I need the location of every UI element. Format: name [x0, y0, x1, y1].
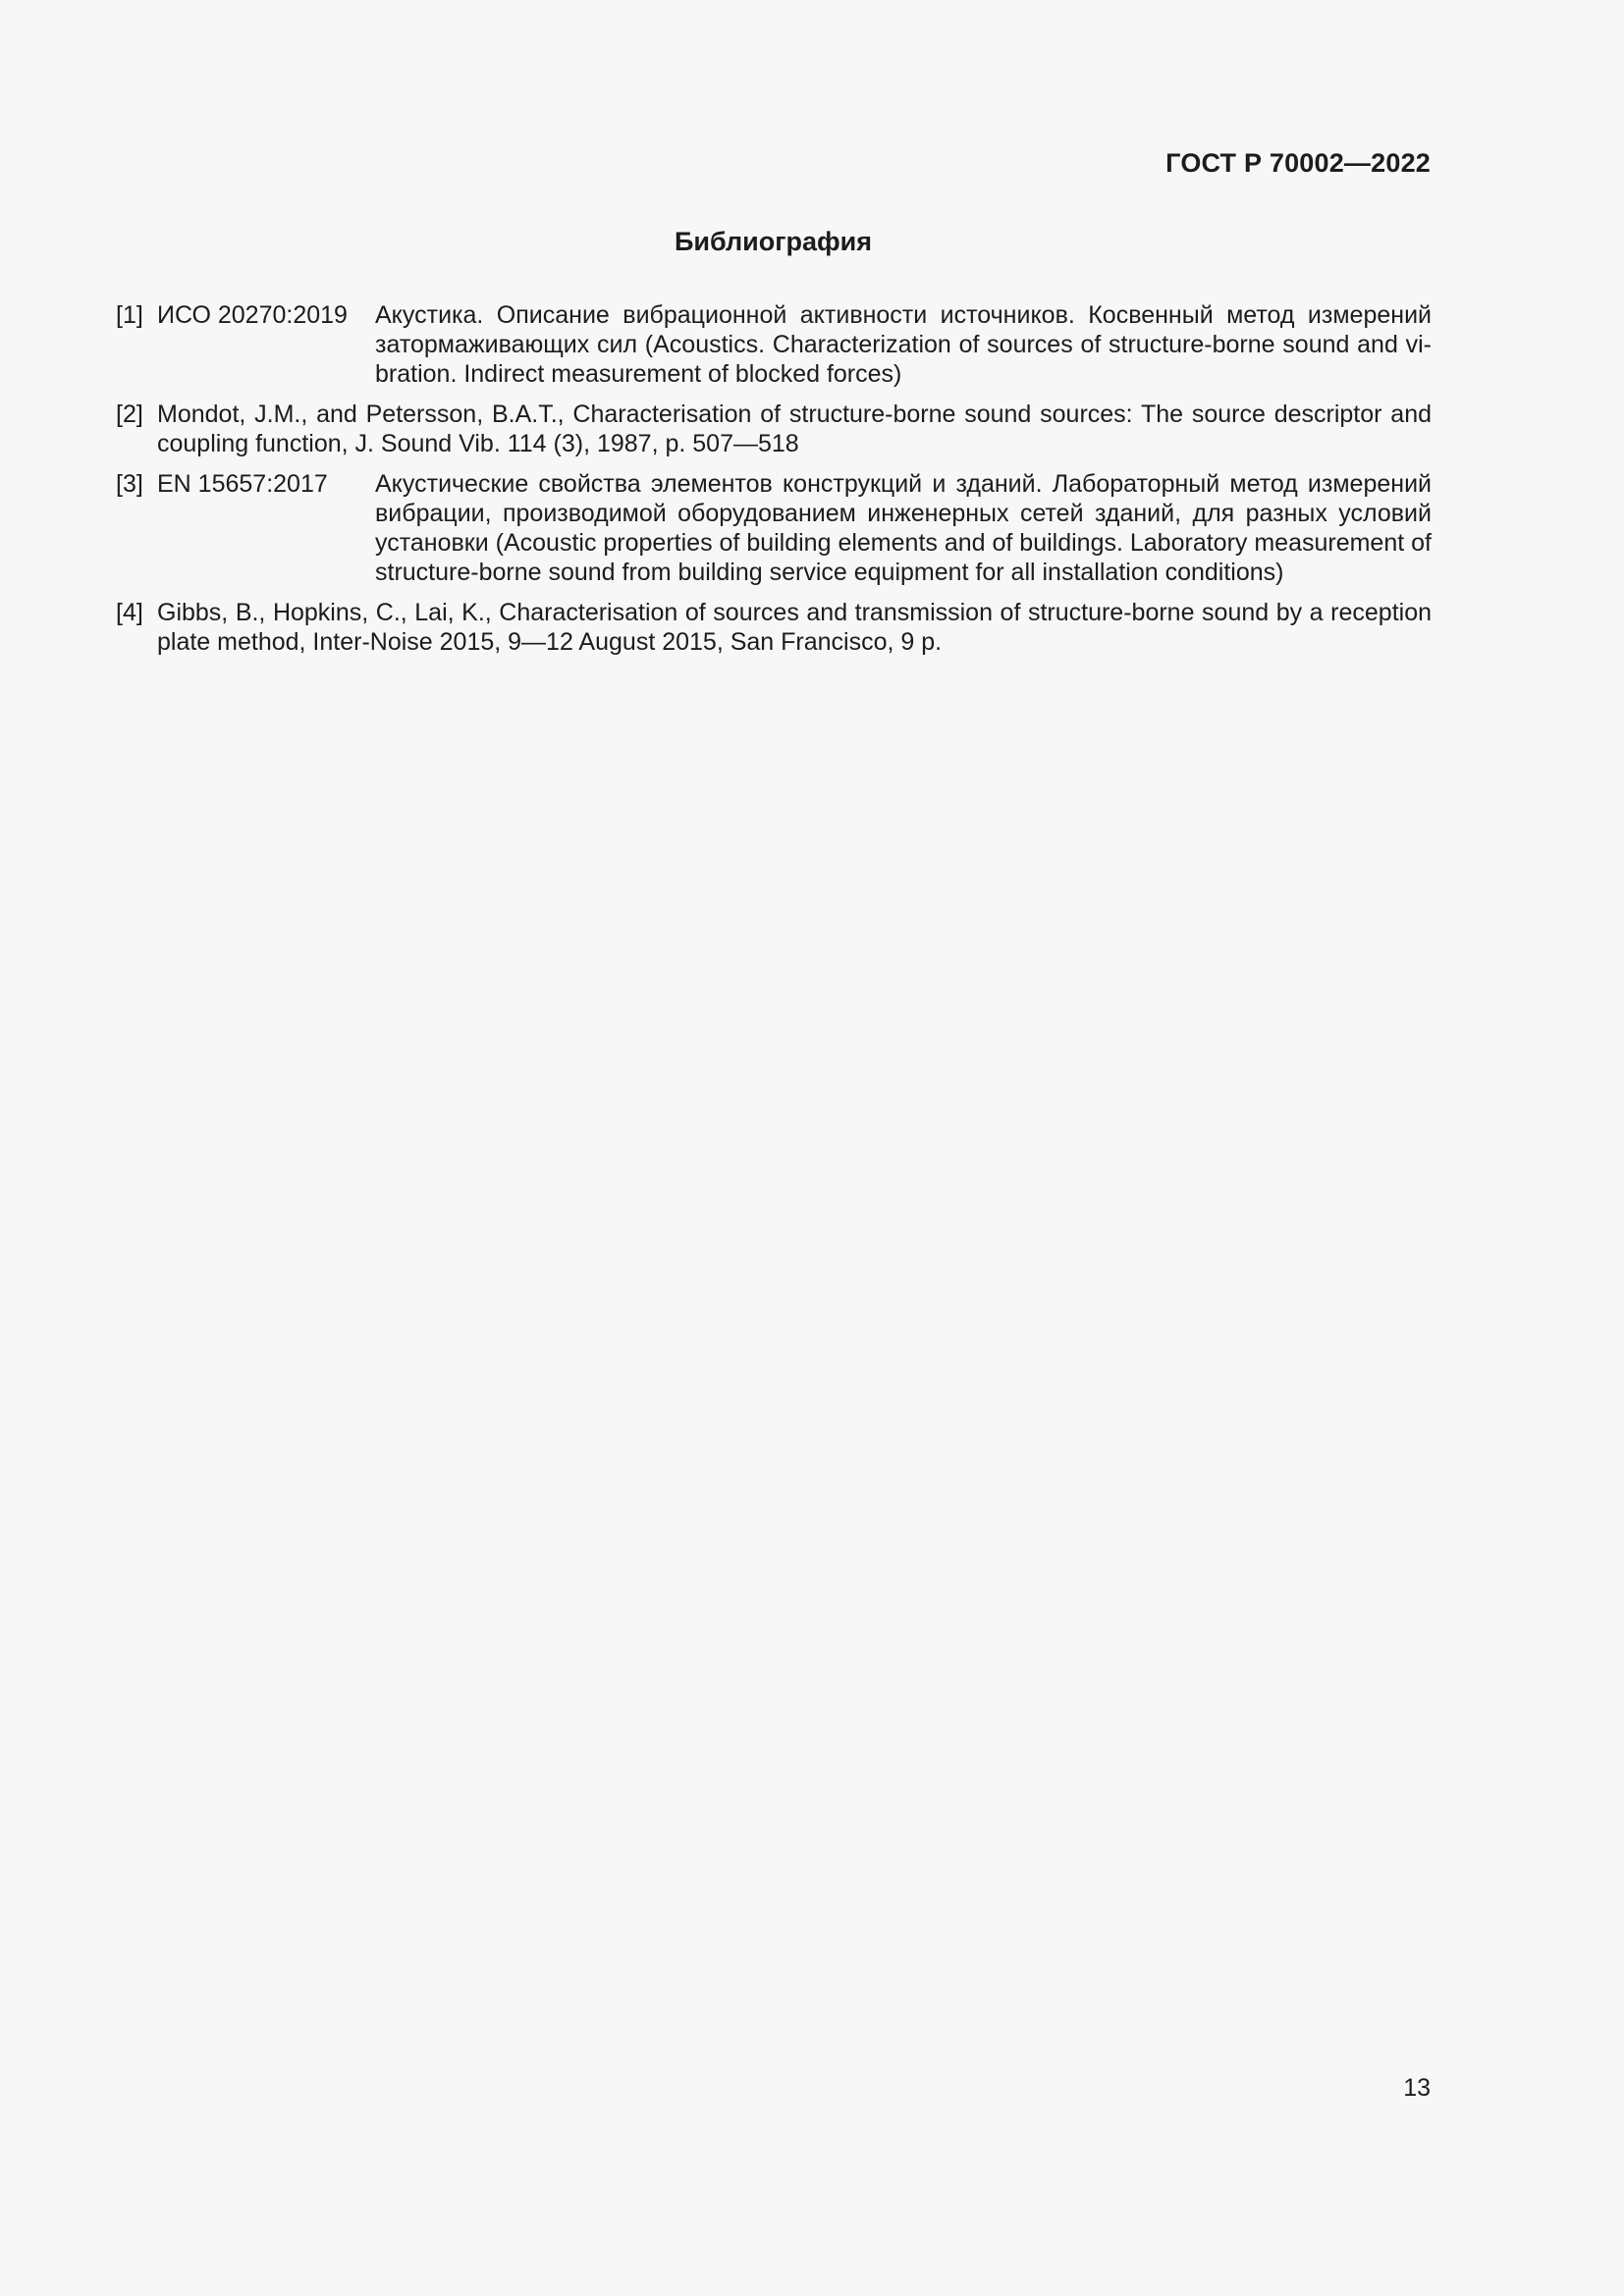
bibliography-entry: [116, 300, 1432, 389]
entry-number: [1]: [116, 301, 143, 329]
entry-text: Mondot, J.M., and Petersson, B.A.T., Characterisation of structure-borne sound sources: The source descriptor and coupling function, J. Sound Vib. 114 (3), 1987, p. 507—518: [157, 400, 1432, 457]
page-number: 13: [1403, 2074, 1431, 2102]
bibliography-entry: [116, 400, 1432, 458]
section-title: Библиография: [675, 227, 872, 256]
entry-number: [4]: [116, 599, 143, 626]
document-id: ГОСТ Р 70002—2022: [1165, 148, 1431, 178]
standard-code: ИСО 20270:2019: [157, 301, 348, 329]
entry-text: Gibbs, B., Hopkins, C., Lai, K., Characterisation of sources and transmission of structure-borne sound by a reception plate method, Inter-Noise 2015, 9—12 August 2015, San Francisco, 9 p.: [157, 599, 1432, 656]
bibliography-list: [116, 300, 1432, 667]
entry-text: Акустика. Описание вибрационной активности источников. Косвенный метод измерений затормаживающих сил (Acoustics. Characterization of sources of structure-borne sound and vi-bration. Indirect measurement of blocked forces): [375, 301, 1432, 388]
standard-code: EN 15657:2017: [157, 470, 328, 498]
bibliography-entry: [116, 598, 1432, 657]
entry-text: Акустические свойства элементов конструкций и зданий. Лабораторный метод измерений вибрации, производимой оборудованием инженерных сетей зданий, для разных условий установки (Acoustic properties of building elements and of buildings. Laboratory measurement of structure-borne sound from building service equipment for all installation conditions): [375, 470, 1432, 586]
entry-number: [3]: [116, 470, 143, 498]
bibliography-entry: [116, 469, 1432, 587]
entry-number: [2]: [116, 400, 143, 428]
